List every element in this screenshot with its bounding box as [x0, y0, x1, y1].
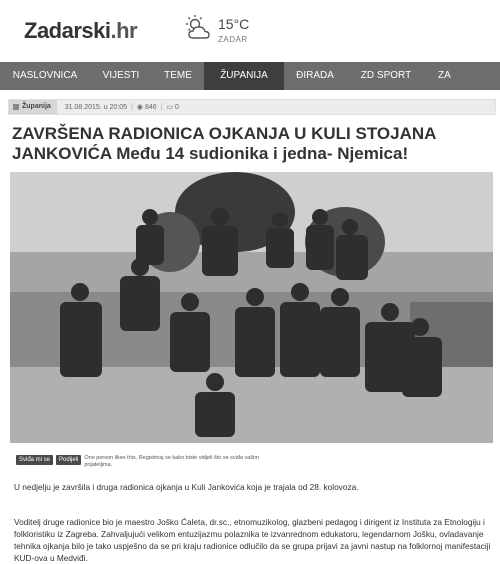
nav-naslovnica[interactable]: NASLOVNICA: [12, 70, 78, 81]
article-datetime: 31.08.2015. u 20:05: [64, 103, 128, 111]
comment-icon: ▭: [166, 104, 174, 111]
category-badge[interactable]: Županija: [9, 100, 57, 114]
main-nav: [0, 62, 500, 90]
article-paragraph: U nedjelju je završila i druga radionica ojkanja u Kuli Jankovića koja je trajala od 28. kolovoza.: [14, 482, 359, 492]
article-meta-bar: [8, 99, 496, 115]
nav-zupanija[interactable]: ŽUPANIJA: [204, 62, 284, 90]
separator: |: [131, 103, 133, 111]
comment-count: 0: [175, 103, 179, 111]
facebook-share-button[interactable]: Podijeli: [56, 455, 81, 465]
site-logo[interactable]: Zadarski.hr: [24, 18, 138, 43]
sun-cloud-icon: [184, 14, 214, 44]
nav-za[interactable]: ZA: [438, 70, 451, 81]
article-paragraph: Voditelj druge radionice bio je maestro Joško Ćaleta, dr.sc., etnomuzikolog, glazbeni pedagog i dirigent iz Instituta za Etnologiju i folkloristiku iz Zagreba. Zahvaljujući velikom entuzijazmu polaznika te izvanrednom edukatoru, legendarnom Jošku, ovladavanje tehnika ojkanja bilo je tako uspješno da se pri kraju radionice odlučilo da se grupa prijavi za javni nastup na folklornoj manifestaciji KUD-ova u Medviđi.: [14, 517, 491, 563]
article-title: ZAVRŠENA RADIONICA OJKANJA U KULI STOJANA JANKOVIĆA Među 14 sudionika i jedna- Njemica!: [12, 124, 436, 163]
nav-teme[interactable]: TEME: [164, 70, 192, 81]
weather-city: ZADAR: [218, 35, 248, 44]
site-header: [0, 0, 500, 62]
category-icon: [13, 104, 19, 110]
eye-icon: ◉: [136, 104, 143, 111]
group-photo-illustration: [10, 172, 493, 443]
view-count: 846: [144, 103, 157, 111]
facebook-widget: [16, 455, 264, 467]
facebook-social-text: One person likes this. Registriraj se kako biste vidjeli što se sviđa vašim prijateljima.: [84, 455, 259, 468]
weather-widget: [184, 14, 264, 48]
article-photo: [10, 172, 493, 443]
nav-vijesti[interactable]: VIJESTI: [102, 70, 140, 81]
nav-zd-sport[interactable]: ZD SPORT: [360, 70, 412, 81]
weather-temperature: 15°C: [218, 16, 250, 32]
nav-dirada[interactable]: ÐIRADA: [296, 70, 334, 81]
facebook-like-button[interactable]: Sviđa mi se: [16, 455, 53, 465]
separator: |: [160, 103, 163, 111]
